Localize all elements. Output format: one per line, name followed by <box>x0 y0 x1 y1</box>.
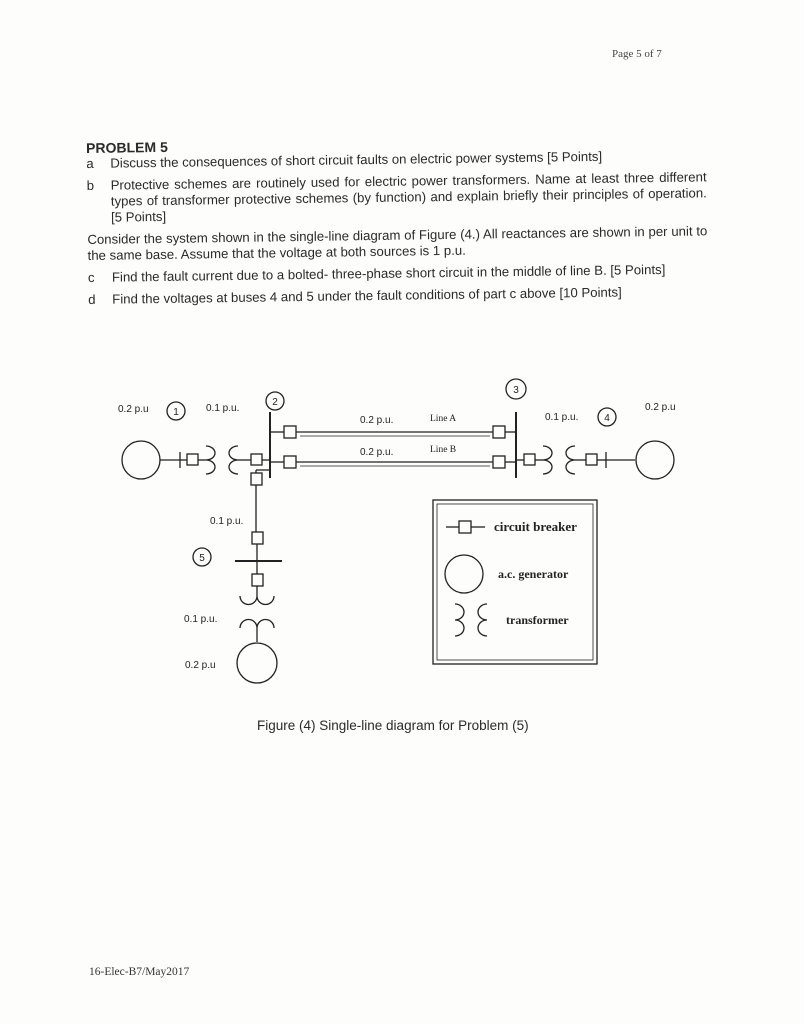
figure-caption: Figure (4) Single-line diagram for Problem (5) <box>257 718 529 733</box>
breaker-line-b-left <box>284 456 296 468</box>
bus-4-label: 4 <box>604 413 610 424</box>
transformer-1 <box>206 446 215 474</box>
bus-2-label: 2 <box>272 397 278 408</box>
line-b-reactance: 0.2 p.u. <box>360 447 394 458</box>
problem-intro: Consider the system shown in the single-line diagram of Figure (4.) All reactances are shown in per unit to the same base. Assume that the voltage at both sources is 1 p.u. <box>87 223 708 263</box>
breaker-line-a-left <box>284 426 296 438</box>
branch-lower-reactance: 0.1 p.u. <box>184 614 218 625</box>
legend-breaker-label: circuit breaker <box>494 519 577 534</box>
page-number: Page 5 of 7 <box>612 48 662 60</box>
generator-2 <box>636 441 674 479</box>
question-label: a <box>86 155 94 171</box>
question-text: Find the voltages at buses 4 and 5 under the fault conditions of part c above [10 Points] <box>112 284 622 307</box>
breaker-5 <box>251 473 262 485</box>
question-text: Find the fault current due to a bolted- three-phase short circuit in the middle of line B. [5 Points] <box>111 261 666 285</box>
legend-breaker-symbol <box>459 521 471 533</box>
question-text: Protective schemes are routinely used for electric power transformers. Name at least three different types of transformer protective schemes (by function) and explain briefly their principles of operation. [5 Points] <box>110 169 707 225</box>
breaker-7 <box>252 574 263 586</box>
gen2-reactance: 0.2 p.u <box>645 402 676 413</box>
legend-transformer-symbol <box>455 604 464 636</box>
line-a-name: Line A <box>430 414 457 424</box>
tx1-reactance: 0.1 p.u. <box>206 403 240 414</box>
breaker-line-a-right <box>493 426 505 438</box>
footer-code: 16-Elec-B7/May2017 <box>89 966 190 978</box>
legend-generator-symbol <box>445 555 483 593</box>
legend-transformer-label: transformer <box>506 613 569 627</box>
breaker-4 <box>586 454 597 465</box>
question-text: Discuss the consequences of short circuit faults on electric power systems [5 Points] <box>110 148 603 171</box>
transformer-3 <box>240 596 274 605</box>
breaker-6 <box>252 532 263 544</box>
breaker-line-b-right <box>493 456 505 468</box>
transformer-2 <box>543 446 552 474</box>
generator-3 <box>237 643 277 683</box>
generator-1 <box>122 441 160 479</box>
tx2-reactance: 0.1 p.u. <box>545 412 579 423</box>
question-label: c <box>87 269 95 285</box>
bus-3-label: 3 <box>513 385 519 396</box>
legend-generator-label: a.c. generator <box>498 567 569 581</box>
bus-5-label: 5 <box>199 553 205 564</box>
breaker-2 <box>251 454 262 465</box>
bus-1-label: 1 <box>173 407 179 418</box>
branch-upper-reactance: 0.1 p.u. <box>210 516 244 527</box>
problem-title: PROBLEM 5 <box>86 138 168 156</box>
question-label: b <box>86 177 95 193</box>
line-b-name: Line B <box>430 445 457 455</box>
gen1-reactance: 0.2 p.u <box>118 404 149 415</box>
breaker-3 <box>524 454 535 465</box>
question-label: d <box>88 291 96 307</box>
breaker-1 <box>187 454 198 465</box>
gen3-reactance: 0.2 p.u <box>185 660 216 671</box>
line-a-reactance: 0.2 p.u. <box>360 415 394 426</box>
